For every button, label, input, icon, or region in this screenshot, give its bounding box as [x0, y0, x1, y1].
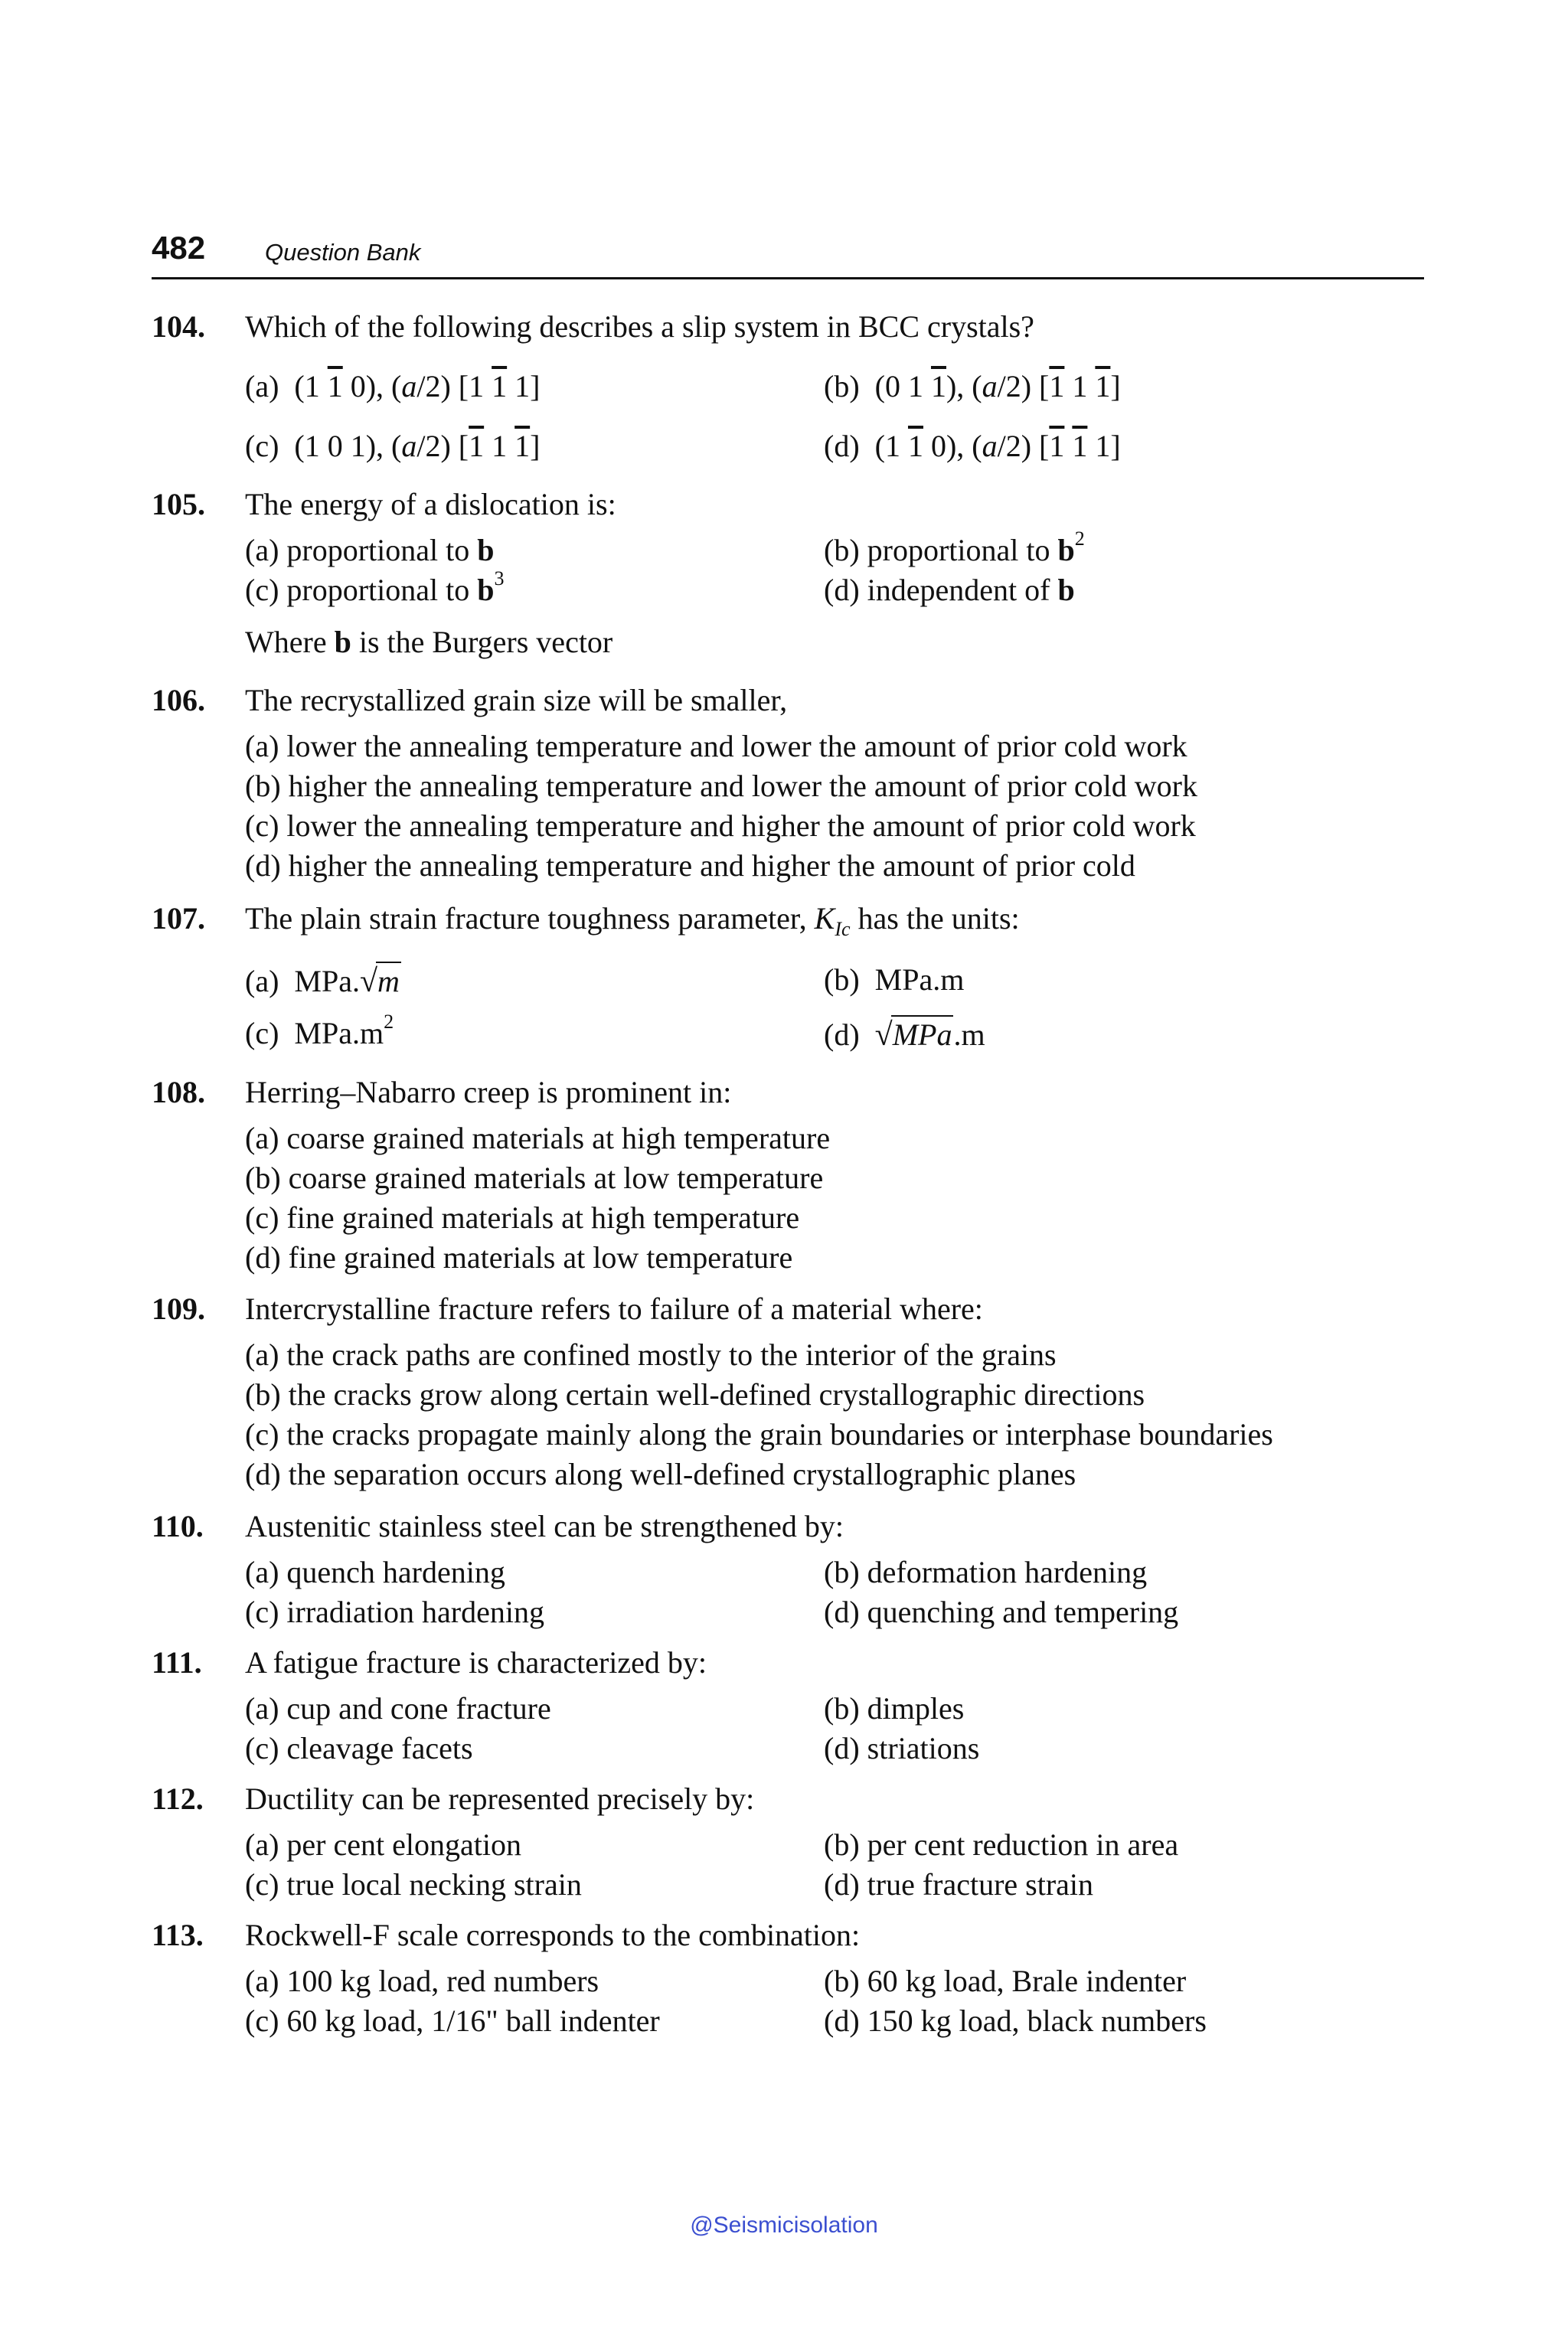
- option-d: (d) quenching and tempering: [824, 1595, 1179, 1629]
- option-d: (d) fine grained materials at low temperature: [245, 1240, 793, 1275]
- option-a: (a) coarse grained materials at high temperature: [245, 1121, 831, 1155]
- question-number: 105.: [152, 487, 205, 521]
- option-a: (a) per cent elongation: [245, 1827, 521, 1862]
- question-text: The plain strain fracture toughness parameter, $K_{Ic}$ has the units:: [245, 901, 1020, 940]
- option-c: (c) proportional to $b^3$: [245, 567, 505, 607]
- option-d: (d) √MPa.m: [824, 1015, 985, 1053]
- option-d: (d) 150 kg load, black numbers: [824, 2004, 1207, 2038]
- question-text: Ductility can be represented precisely by:: [245, 1781, 755, 1816]
- page-number: 482: [152, 230, 206, 266]
- option-a: (a) the crack paths are confined mostly to the interior of the grains: [245, 1337, 1057, 1372]
- option-d: (d) higher the annealing temperature and higher the amount of prior cold: [245, 848, 1135, 883]
- option-d: (d) (1 1 0), (a/2) [1 1 1]: [824, 429, 1121, 463]
- option-a: (a) (1 1 0), (a/2) [1 1 1]: [245, 369, 541, 403]
- option-c: (c) fine grained materials at high temperature: [245, 1200, 800, 1235]
- question-text: Herring–Nabarro creep is prominent in:: [245, 1075, 732, 1109]
- option-b: (b) the cracks grow along certain well-defined crystallographic directions: [245, 1377, 1145, 1412]
- question-number: 106.: [152, 683, 205, 717]
- question-number: 110.: [152, 1509, 204, 1543]
- page-header: [152, 230, 1424, 279]
- option-d: (d) true fracture strain: [824, 1867, 1094, 1902]
- question-text: A fatigue fracture is characterized by:: [245, 1645, 707, 1680]
- question-number: 108.: [152, 1075, 205, 1109]
- option-c: (c) $MPa.m^2$: [245, 1011, 394, 1050]
- question-number: 109.: [152, 1292, 205, 1326]
- question-number: 104.: [152, 309, 205, 344]
- question-note: Where b is the Burgers vector: [245, 625, 613, 659]
- question-number: 112.: [152, 1781, 204, 1816]
- question-number: 107.: [152, 901, 205, 936]
- option-b: (b) coarse grained materials at low temperature: [245, 1161, 824, 1195]
- option-c: (c) (1 0 1), (a/2) [1 1 1]: [245, 429, 541, 463]
- option-c: (c) the cracks propagate mainly along the grain boundaries or interphase boundaries: [245, 1417, 1273, 1452]
- option-a: (a) quench hardening: [245, 1555, 505, 1589]
- option-c: (c) lower the annealing temperature and higher the amount of prior cold work: [245, 808, 1196, 843]
- watermark: @Seismicisolation: [690, 2213, 878, 2238]
- option-d: (d) independent of b: [824, 573, 1075, 607]
- question-text: The energy of a dislocation is:: [245, 487, 616, 521]
- option-a: (a) lower the annealing temperature and lower the amount of prior cold work: [245, 729, 1187, 763]
- question-text: The recrystallized grain size will be smaller,: [245, 683, 788, 717]
- option-b: (b) dimples: [824, 1691, 965, 1726]
- question-number: 113.: [152, 1918, 204, 1952]
- option-b: (b) proportional to $b^2$: [824, 527, 1085, 567]
- option-c: (c) irradiation hardening: [245, 1595, 544, 1629]
- option-b: (b) per cent reduction in area: [824, 1827, 1179, 1862]
- option-b: (b) MPa.m: [824, 962, 965, 997]
- option-c: (c) 60 kg load, 1/16" ball indenter: [245, 2004, 660, 2038]
- option-c: (c) true local necking strain: [245, 1867, 582, 1902]
- option-c: (c) cleavage facets: [245, 1731, 473, 1765]
- question-text: Intercrystalline fracture refers to failure of a material where:: [245, 1292, 983, 1326]
- option-a: (a) MPa.√m: [245, 962, 401, 1000]
- running-title: Question Bank: [265, 239, 421, 266]
- option-a: (a) cup and cone fracture: [245, 1691, 551, 1726]
- option-d: (d) striations: [824, 1731, 980, 1765]
- option-b: (b) 60 kg load, Brale indenter: [824, 1964, 1187, 1998]
- option-d: (d) the separation occurs along well-defined crystallographic planes: [245, 1457, 1076, 1491]
- option-a: (a) proportional to b: [245, 533, 495, 567]
- option-b: (b) higher the annealing temperature and lower the amount of prior cold work: [245, 769, 1198, 803]
- question-number: 111.: [152, 1645, 202, 1680]
- question-text: Austenitic stainless steel can be strengthened by:: [245, 1509, 844, 1543]
- question-text: Rockwell-F scale corresponds to the combination:: [245, 1918, 861, 1952]
- option-b: (b) (0 1 1), (a/2) [1 1 1]: [824, 369, 1121, 403]
- question-text: Which of the following describes a slip system in BCC crystals?: [245, 309, 1034, 344]
- option-a: (a) 100 kg load, red numbers: [245, 1964, 599, 1998]
- option-b: (b) deformation hardening: [824, 1555, 1148, 1589]
